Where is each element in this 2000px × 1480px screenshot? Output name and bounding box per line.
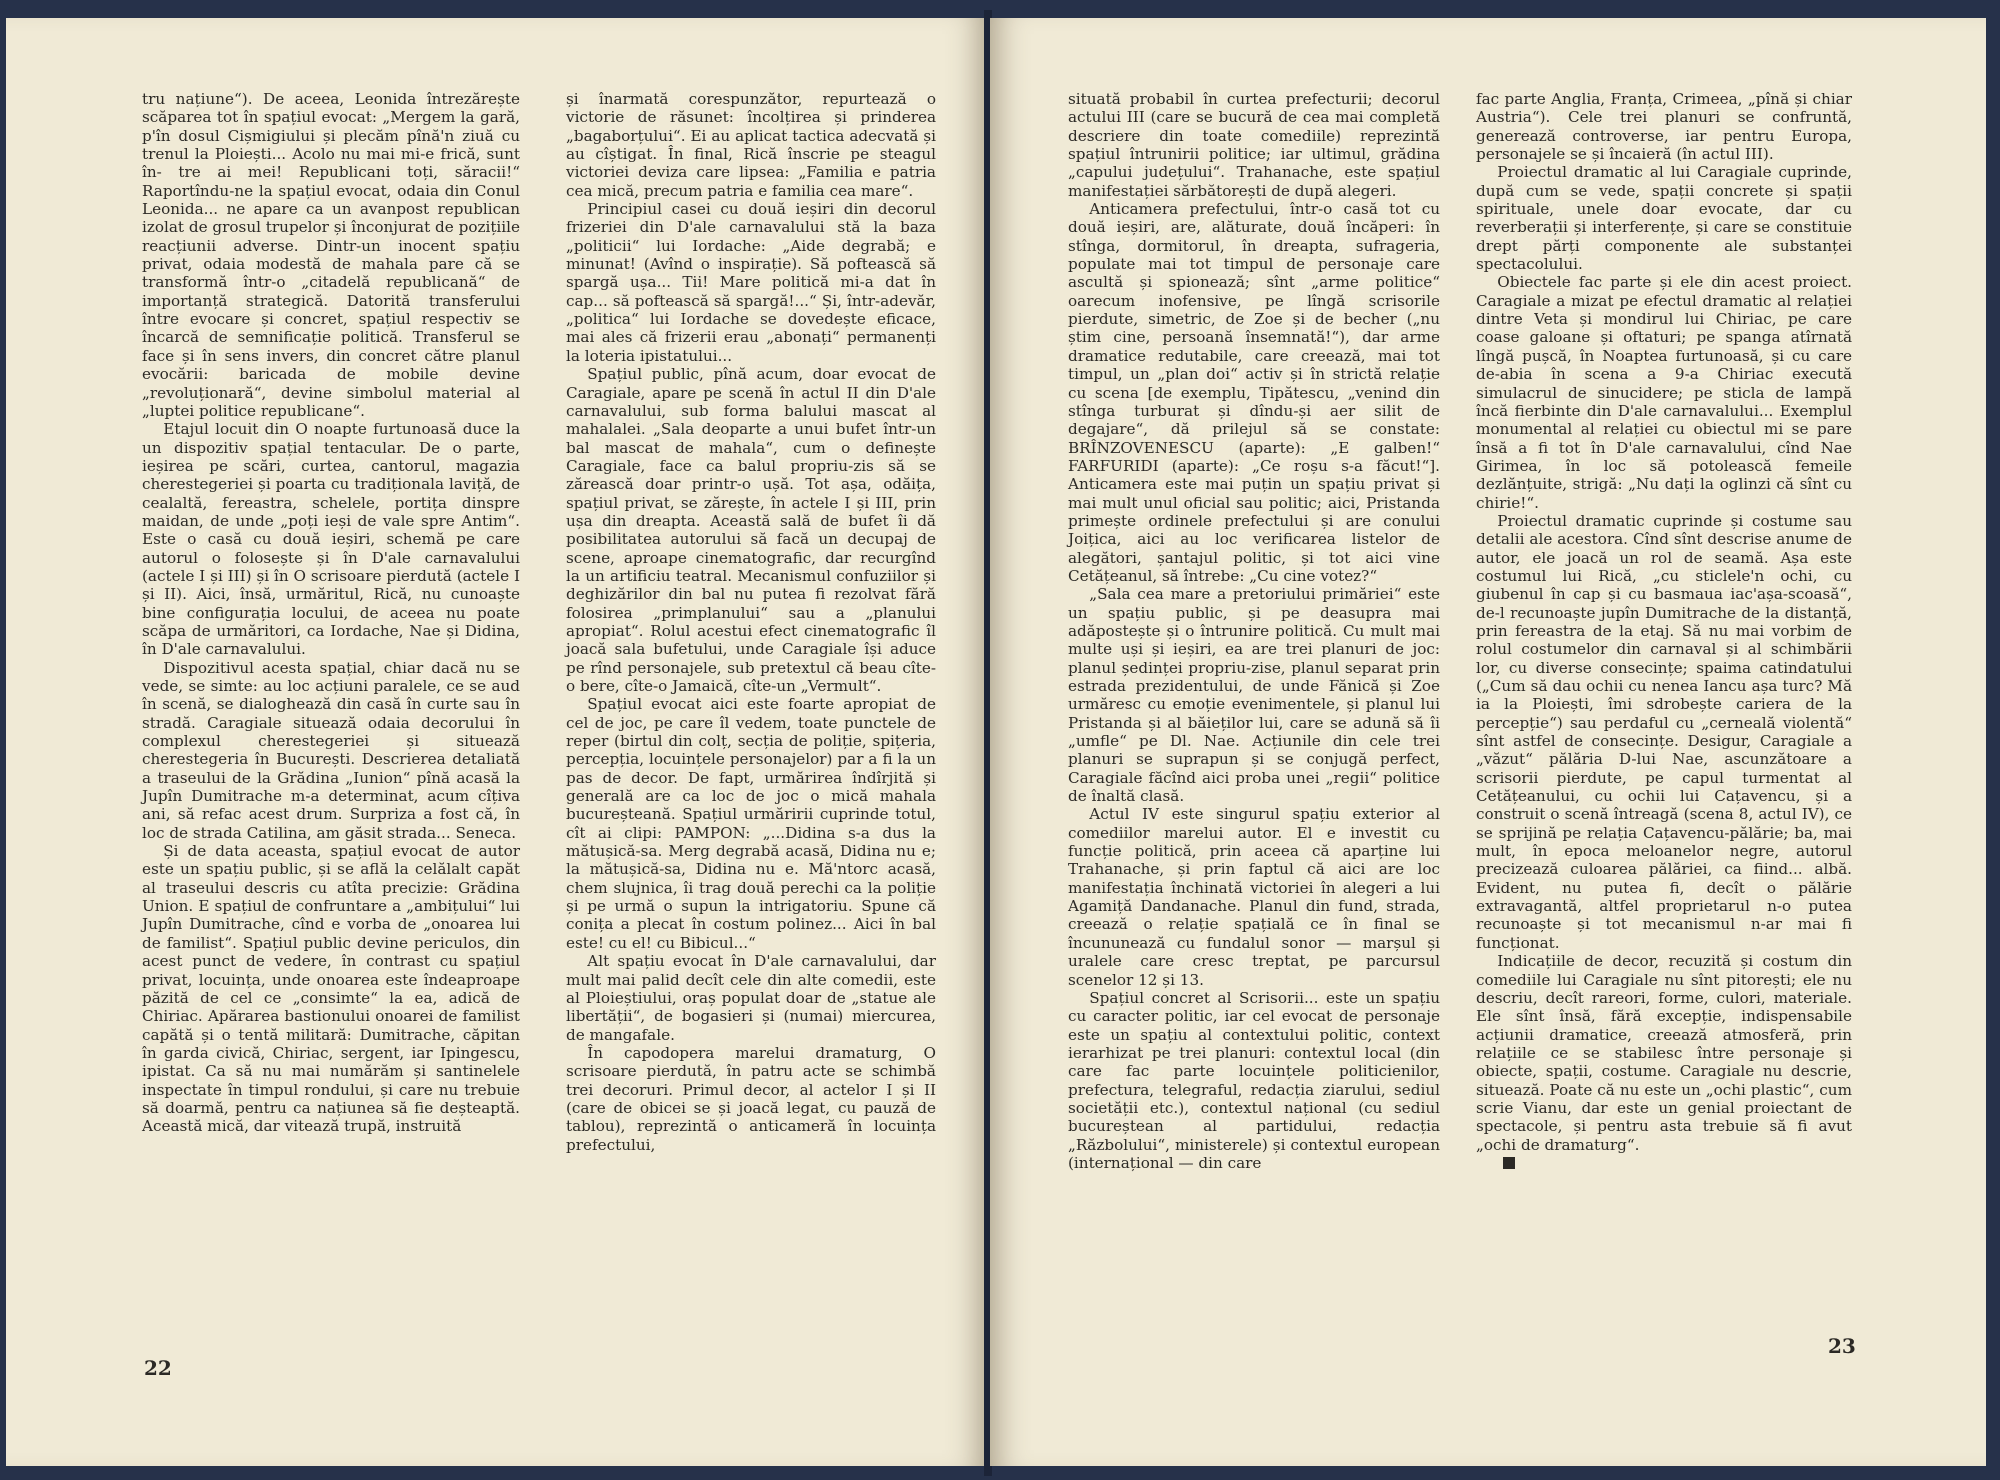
paragraph: Spațiul evocat aici este foarte apropiat de cel de joc, pe care îl vedem, toate punctele de reper (birtul din colț, secția de poliție, spițeria, percepția, locuințele personajelor) par a fi la un pas de decor. De fapt, urmărirea îndîrjită și generală are ca loc de joc o mică mahala bucureșteană. Spațiul urmăririi cuprinde totul, cît ai clipi: PAMPON: „...Didina s-a dus la mătușică-sa. Merg degrabă acasă, Didina nu e; la mătușică-sa, Didina nu e. Mă'ntorc acasă, chem slujnica, îi trag două perechi ca la poliție și pe urmă o supun la intrigatoriu. Spune că conița a plecat în costum polinez... Aici în bal este! cu el! cu Bibicul...“ <box>566 695 936 952</box>
paragraph: Alt spațiu evocat în D'ale carnavalului, dar mult mai palid decît cele din alte comedii, este al Ploieștiului, oraș populat doar de „statue ale libertății“, de bogasieri și (numai) miercurea, de mangafale. <box>566 952 936 1044</box>
paragraph: Obiectele fac parte și ele din acest proiect. Caragiale a mizat pe efectul dramatic al relației dintre Veta și mondirul lui Chiriac, pe care coase galoane și oftaturi; pe spanga atîrnată lîngă pușcă, în Noaptea furtunoasă, și cu care de-abia în scena a 9-a Chiriac execută simulacrul de sinucidere; pe sticla de lampă încă fierbinte din D'ale carnavalului... Exemplul monumental al relației cu obiectul mi se pare însă a fi tot în D'ale carnavalului, cînd Nae Girimea, în loc să potolească femeile dezlănțuite, strigă: „Nu dați la oglinzi că sînt cu chirie!“. <box>1476 273 1852 512</box>
left-page-column-1 <box>142 90 520 1136</box>
right-page-column-2 <box>1476 90 1852 1172</box>
paragraph: Principiul casei cu două ieșiri din decorul frizeriei din D'ale carnavalului stă la baza „politicii“ lui Iordache: „Aide degrabă; e minunat! (Avînd o inspirație). Să poftească să spargă ușa... Tii! Mare politică mi-a dat în cap... să poftească să spargă!...“ Și, într-adevăr, „politica“ lui Iordache se dovedește eficace, mai ales că frizerii erau „abonați“ permanenți la loteria ipistatului... <box>566 200 936 365</box>
paragraph: tru națiune“). De aceea, Leonida întrezărește scăparea tot în spațiul evocat: „Mergem la gară, p'în dosul Cișmigiului și plecăm pînă'n ziuă cu trenul la Ploiești... Acolo nu mai mi-e frică, sunt în- tre ai mei! Republicani toți, săracii!“ Raportîndu-ne la spațiul evocat, odaia din Conul Leonida... ne apare ca un avanpost republican izolat de grosul trupelor și înconjurat de pozițiile reacțiunii adverse. Dintr-un inocent spațiu privat, odaia modestă de mahala pare că se transformă într-o „citadelă republicană“ de importanță strategică. Datorită transferului între evocare și concret, spațiul respectiv se încarcă de semnificație politică. Transferul se face și în sens invers, din concret către planul evocării: baricada de mobile devine „revoluționară“, devine simbolul material al „luptei politice republicane“. <box>142 90 520 420</box>
end-of-article-mark <box>1503 1157 1515 1169</box>
paragraph: Spațiul concret al Scrisorii... este un spațiu cu caracter politic, iar cel evocat de personaje este un spațiu al contextului politic, context ierarhizat pe trei planuri: contextul local (din care fac parte locuințele politicienilor, prefectura, telegraful, redacția ziarului, sediul societății etc.), contextul național (cu sediul bucureștean al partidului, redacția „Războlului“, ministerele) și contextul european (internațional — din care <box>1068 988 1440 1172</box>
paragraph: Și de data aceasta, spațiul evocat de autor este un spațiu public, și se află la celălalt capăt al traseului descris cu atîta precizie: Grădina Union. E spațiul de confruntare a „ambițului“ lui Jupîn Dumitrache, cînd e vorba de „onoarea lui de familist“. Spațiul public devine periculos, din acest punct de vedere, în contrast cu spațiul privat, locuința, unde onoarea este îndeaproape păzită de cel ce „consimte“ la ea, adică de Chiriac. Apărarea bastionului onoarei de familist capătă și o tentă militară: Dumitrache, căpitan în garda civică, Chiriac, sergent, iar Ipingescu, ipistat. Ca să nu mai numărăm și santinelele inspectate în timpul rondului, și care nu trebuie să doarmă, pentru ca națiunea să fie deșteaptă. Această mică, dar vitează trupă, instruită <box>142 842 520 1136</box>
paragraph: În capodopera marelui dramaturg, O scrisoare pierdută, în patru acte se schimbă trei decoruri. Primul decor, al actelor I și II (care de obicei se și joacă legat, cu pauză de tablou), reprezintă o anticameră în locuința prefectului, <box>566 1043 936 1154</box>
paragraph: fac parte Anglia, Franța, Crimeea, „pînă și chiar Austria“). Cele trei planuri se confruntă, generează controverse, iar pentru Europa, personajele se și încaieră (în actul III). <box>1476 90 1852 164</box>
paragraph: Dispozitivul acesta spațial, chiar dacă nu se vede, se simte: au loc acțiuni paralele, ce se aud în scenă, se dialoghează din casă în curte sau în stradă. Caragiale situează odaia decorului în complexul cherestegeriei și situează cherestegeria în București. Descrierea detaliată a traseului de la Grădina „Iunion“ pînă acasă la Jupîn Dumitrache m-a determinat, acum cîțiva ani, să refac acest drum. Surpriza a fost că, în loc de strada Catilina, am găsit strada... Seneca. <box>142 658 520 842</box>
paragraph: Proiectul dramatic al lui Caragiale cuprinde, după cum se vede, spații concrete și spații spirituale, unele doar evocate, dar cu reverberații și interferențe, și care se constituie drept părți componente ale substanței spectacolului. <box>1476 163 1852 274</box>
right-page-column-1 <box>1068 90 1440 1172</box>
left-page <box>6 18 986 1466</box>
paragraph: situată probabil în curtea prefecturii; decorul actului III (care se bucură de cea mai completă descriere din toate comediile) reprezintă spațiul întrunirii politice; iar ultimul, grădina „capului județului“. Trahanache, este spațiul manifestației sărbătorești de după alegeri. <box>1068 90 1440 200</box>
paragraph: Spațiul public, pînă acum, doar evocat de Caragiale, apare pe scenă în actul II din D'ale carnavalului, sub forma balului mascat al mahalalei. „Sala deoparte a unui bufet într-un bal mascat de mahala“, cum o definește Caragiale, face ca balul propriu-zis să se zărească doar printr-o ușă. Tot așa, odăița, spațiul privat, se zărește, în actele I și III, prin ușa din dreapta. Această sală de bufet îi dă posibilitatea autorului să facă un decupaj de scene, aproape cinematografic, dar recurgînd la un artificiu teatral. Mecanismul confuziilor și deghizărilor din bal nu putea fi rezolvat fără folosirea „primplanului“ sau a „planului apropiat“. Rolul acestui efect cinematografic îl joacă sala bufetului, unde Caragiale își aduce pe rînd personajele, sub pretextul că beau cîte-o bere, cîte-o Jamaică, cîte-un „Vermult“. <box>566 365 936 695</box>
paragraph: și înarmată corespunzător, repurtează o victorie de răsunet: încolțirea și prinderea „bagaborțului“. Ei au aplicat tactica adecvată și au cîștigat. În final, Rică înscrie pe steagul victoriei deviza care lipsea: „Familia e patria cea mică, precum patria e familia cea mare“. <box>566 90 936 200</box>
page-number: 23 <box>1828 1334 1856 1358</box>
paragraph: Etajul locuit din O noapte furtunoasă duce la un dispozitiv spațial tentacular. De o parte, ieșirea pe scări, curtea, cantorul, magazia cherestegeriei și poarta cu tradiționala laviță, de cealaltă, fereastra, schelele, portița dinspre maidan, de unde „poți ieși de vale spre Antim“. Este o casă cu două ieșiri, schemă pe care autorul o folosește și în D'ale carnavalului (actele I și III) și în O scrisoare pierdută (actele I și II). Aici, însă, urmăritul, Rică, nu cunoaște bine configurația locului, de aceea nu poate scăpa de urmăritori, ca Iordache, Nae și Didina, în D'ale carnavalului. <box>142 420 520 659</box>
left-page-column-2 <box>566 90 936 1154</box>
paragraph: Proiectul dramatic cuprinde și costume sau detalii ale acestora. Cînd sînt descrise anume de autor, ele joacă un rol de seamă. Așa este costumul lui Rică, „cu sticlele'n ochi, cu giubenul în cap și cu basmaua iac'așa-scoasă“, de-l recunoaște jupîn Dumitrache de la distanță, prin fereastra de la etaj. Să nu mai vorbim de rolul costumelor din carnaval și al schimbării lor, cu diverse consecințe; spaima catindatului („Cum să dau ochii cu nenea Iancu așa turc? Mă ia la Ploiești, îmi sdrobește cariera de la percepție“) sau perdaful cu „cerneală violentă“ sînt astfel de consecințe. Desigur, Caragiale a „văzut“ pălăria D-lui Nae, ascunzătoare a scrisorii pierdute, pe capul turmentat al Cetățeanului, cu ochii lui Cațavencu, și a construit o scenă întreagă (scena 8, actul IV), ce se sprijină pe relația Cațavencu-pălărie; ba, mai mult, în epoca meloanelor negre, autorul precizează culoarea pălăriei, ca fiind... albă. Evident, nu putea fi, decît o pălărie extravagantă, altfel proprietarul n-o putea recunoaște și tot mecanismul n-ar mai fi funcționat. <box>1476 511 1852 952</box>
page-number: 22 <box>144 1356 172 1380</box>
paragraph: Anticamera prefectului, într-o casă tot cu două ieșiri, are, alăturate, două încăperi: în stînga, dormitorul, în dreapta, sufrageria, populate mai tot timpul de personaje care ascultă și spionează; sînt „arme politice“ oarecum inofensive, pe lîngă scrisorile pierdute, simetric, de Zoe și de becher („nu știm cine, persoană însemnată!“), dar arme dramatice redutabile, care creează, mai tot timpul, un „plan doi“ activ și în strictă relație cu scena [de exemplu, Tipătescu, „venind din stînga turburat și dîndu-și aer silit de degajare“, dă prilejul să se constate: BRÎNZOVENESCU (aparte): „E galben!“ FARFURIDI (aparte): „Ce roșu s-a făcut!“]. Anticamera este mai puțin un spațiu privat și mai mult unul oficial sau politic; aici, Pristanda primește ordinele prefectului și are conului Joițica, aici au loc verificarea listelor de alegători, șantajul politic, și tot aici vine Cetățeanul, să întrebe: „Cu cine votez?“ <box>1068 200 1440 585</box>
right-page <box>990 18 1986 1466</box>
paragraph <box>1476 1154 1852 1172</box>
paragraph: Indicațiile de decor, recuzită și costum din comediile lui Caragiale nu sînt pitorești; ele nu descriu, decît rareori, forme, culori, materiale. Ele sînt însă, fără excepție, indispensabile acțiunii dramatice, creează atmosferă, prin relațiile ce se stabilesc între personaje și obiecte, spații, costume. Caragiale nu descrie, situează. Poate că nu este un „ochi plastic“, cum scrie Vianu, dar este un genial proiectant de spectacole, și pentru asta trebuie să fi avut „ochi de dramaturg“. <box>1476 952 1852 1154</box>
paragraph: „Sala cea mare a pretoriului primăriei“ este un spațiu public, și pe deasupra mai adăpostește și o întrunire politică. Cu mult mai multe uși și ieșiri, ea are trei planuri de joc: planul ședinței propriu-zise, planul separat prin estrada prezidentului, de unde Fănică și Zoe urmăresc cu emoție evenimentele, și planul lui Pristanda și al băieților lui, care se adună să îi „umfle“ pe Dl. Nae. Acțiunile din cele trei planuri se suprapun și se conjugă perfect, Caragiale făcînd aici proba unei „regii“ politice de înaltă clasă. <box>1068 585 1440 806</box>
paragraph: Actul IV este singurul spațiu exterior al comediilor marelui autor. El e investit cu funcție politică, prin aceea că aparține lui Trahanache, și prin faptul că aici are loc manifestația închinată victoriei în alegeri a lui Agamiță Dandanache. Planul din fund, strada, creează o relație spațială ce în final se încununează cu fundalul sonor — marșul și uralele care cresc treptat, pe parcursul scenelor 12 și 13. <box>1068 805 1440 989</box>
